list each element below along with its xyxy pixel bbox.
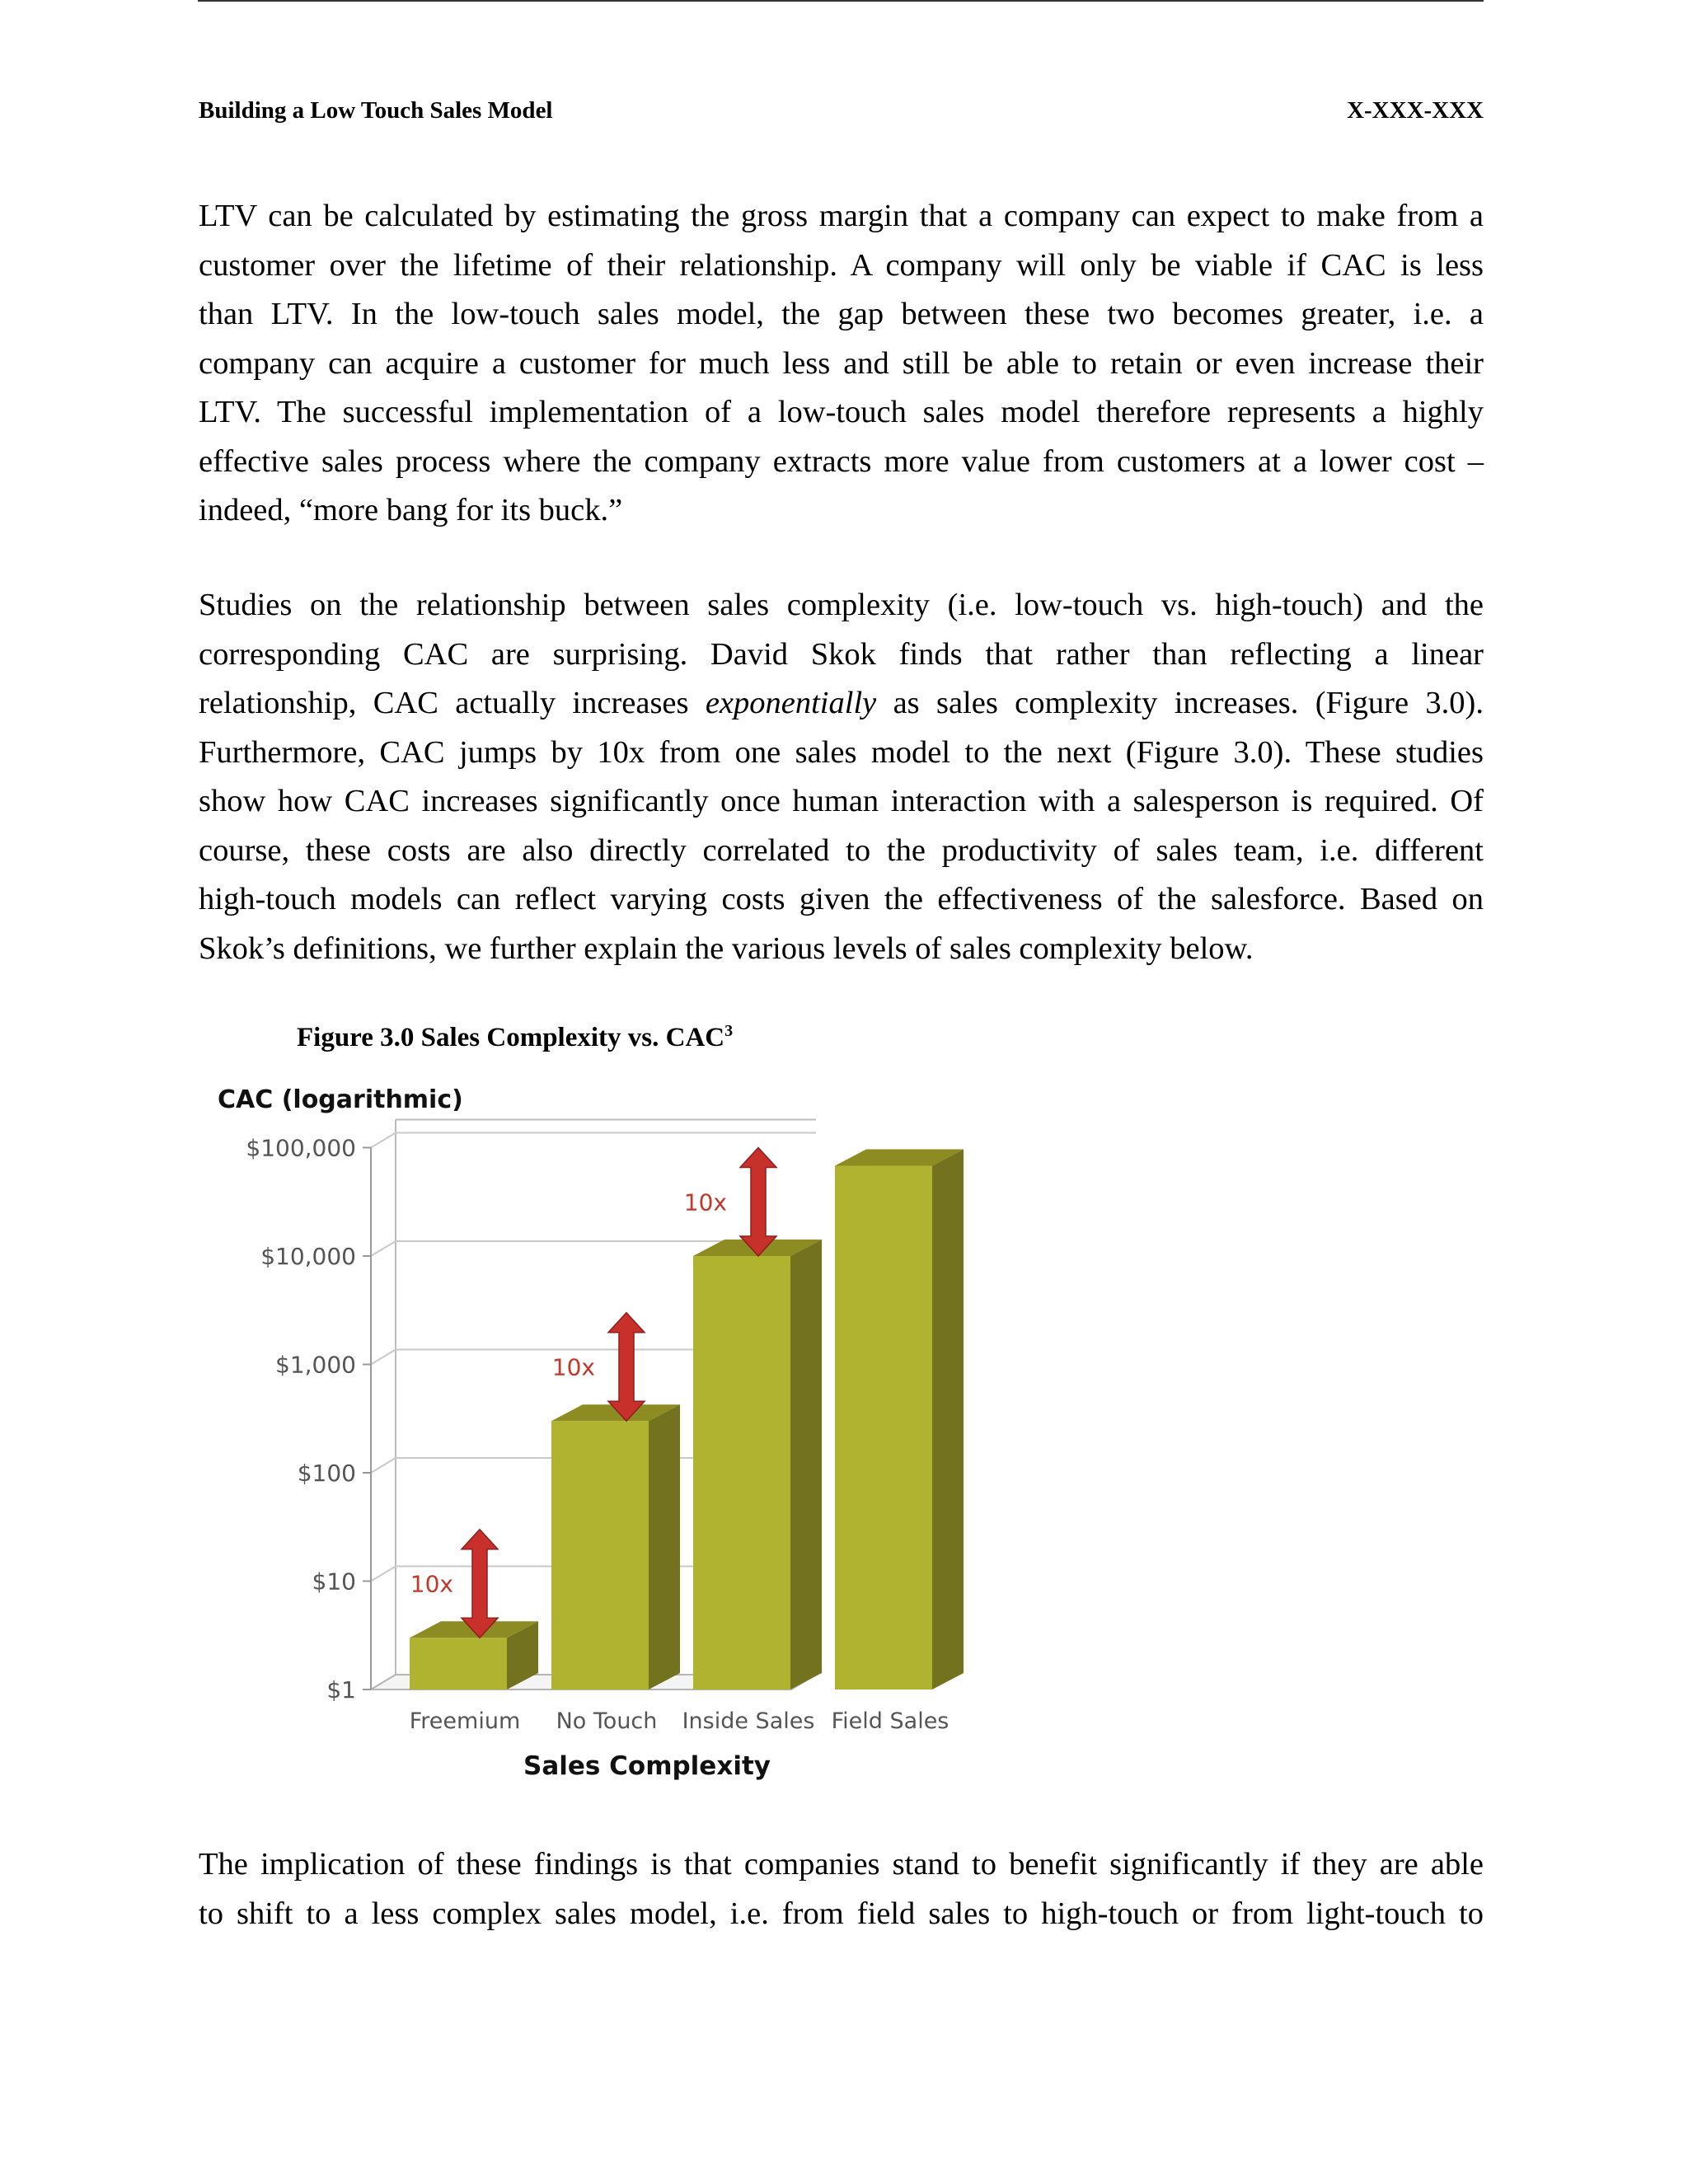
paragraph-line: Studies on the relationship between sales complexity (i.e. low-touch vs. high-touch) and the <box>199 588 1484 622</box>
paragraph-line: than LTV. In the low-touch sales model, the gap between these two becomes greater, i.e. a <box>199 297 1484 331</box>
x-category-label: Freemium <box>409 1708 521 1734</box>
bar-side <box>649 1404 680 1690</box>
x-category-label: Inside Sales <box>682 1708 815 1734</box>
ten-x-label: 10x <box>410 1570 453 1598</box>
ten-x-arrow <box>740 1148 776 1257</box>
back-wall-edge <box>371 1120 396 1690</box>
bar-front <box>410 1638 507 1690</box>
x-category-label: No Touch <box>556 1708 658 1734</box>
header-document-code: X-XXX-XXX <box>1347 97 1484 124</box>
bar-side <box>932 1150 964 1690</box>
paragraph-line: course, these costs are also directly correlated to the productivity of sales team, i.e. different <box>199 832 1484 868</box>
page-header <box>199 97 1484 130</box>
paragraph-line: to shift to a less complex sales model, i.e. from field sales to high-touch or from light-touch to <box>199 1896 1484 1931</box>
paragraph-line: customer over the lifetime of their relationship. A company will only be viable if CAC is less <box>199 247 1484 283</box>
y-axis-title: CAC (logarithmic) <box>218 1085 463 1114</box>
paragraph-line: effective sales process where the company extracts more value from customers at a lower cost – <box>199 443 1484 479</box>
ten-x-label: 10x <box>551 1353 595 1381</box>
paragraph-line: show how CAC increases significantly once human interaction with a salesperson is required. Of <box>199 784 1484 818</box>
bar-side <box>790 1240 822 1690</box>
paragraph-line: LTV can be calculated by estimating the gross margin that a company can expect to make from a <box>199 199 1484 233</box>
ten-x-arrow <box>608 1313 645 1422</box>
header-title: Building a Low Touch Sales Model <box>199 97 553 124</box>
y-tick-label: $100 <box>297 1460 356 1487</box>
paragraph-line: Furthermore, CAC jumps by 10x from one sales model to the next (Figure 3.0). These studies <box>199 734 1484 770</box>
figure-footnote-ref: 3 <box>724 1022 734 1040</box>
paragraph-implication <box>199 1840 1484 1938</box>
x-category-label: Field Sales <box>831 1708 950 1734</box>
y-tick-label: $10,000 <box>260 1243 356 1270</box>
paragraph-line: corresponding CAC are surprising. David Skok finds that rather than reflecting a linear <box>199 636 1484 672</box>
y-tick-label: $10 <box>312 1568 356 1596</box>
paragraph-line: high-touch models can reflect varying costs given the effectiveness of the salesforce. Based on <box>199 882 1484 916</box>
paragraph-line: The implication of these findings is that companies stand to benefit significantly if they are able <box>199 1847 1484 1882</box>
y-tick-label: $1 <box>326 1676 356 1704</box>
bar-front <box>693 1256 790 1690</box>
y-tick-label: $1,000 <box>275 1351 356 1379</box>
paragraph-line: indeed, “more bang for its buck.” <box>199 493 623 527</box>
ten-x-arrow <box>462 1530 498 1638</box>
bar-front <box>551 1421 649 1690</box>
bar-front <box>835 1166 932 1690</box>
paragraph-line: company can acquire a customer for much less and still be able to retain or even increase their <box>199 345 1484 381</box>
paragraph-line: LTV. The successful implementation of a low-touch sales model therefore represents a highly <box>199 395 1484 429</box>
sales-complexity-chart <box>206 1071 1014 1797</box>
ten-x-label: 10x <box>683 1188 727 1216</box>
gridline <box>371 1133 816 1148</box>
paragraph-studies <box>199 581 1484 973</box>
text-run: relationship, CAC actually increases <box>199 686 706 720</box>
top-rule <box>198 0 1484 2</box>
figure-caption <box>297 1022 733 1053</box>
emphasis-exponentially: exponentially <box>705 686 877 720</box>
x-axis-title: Sales Complexity <box>523 1751 771 1781</box>
paragraph-line <box>199 679 1484 729</box>
text-run: as sales complexity increases. (Figure 3.0). <box>876 686 1484 720</box>
figure-caption-text: Figure 3.0 Sales Complexity vs. CAC <box>297 1023 725 1052</box>
y-tick-label: $100,000 <box>246 1134 356 1162</box>
paragraph-ltv <box>199 192 1484 536</box>
paragraph-line: Skok’s definitions, we further explain the various levels of sales complexity below. <box>199 930 1254 966</box>
